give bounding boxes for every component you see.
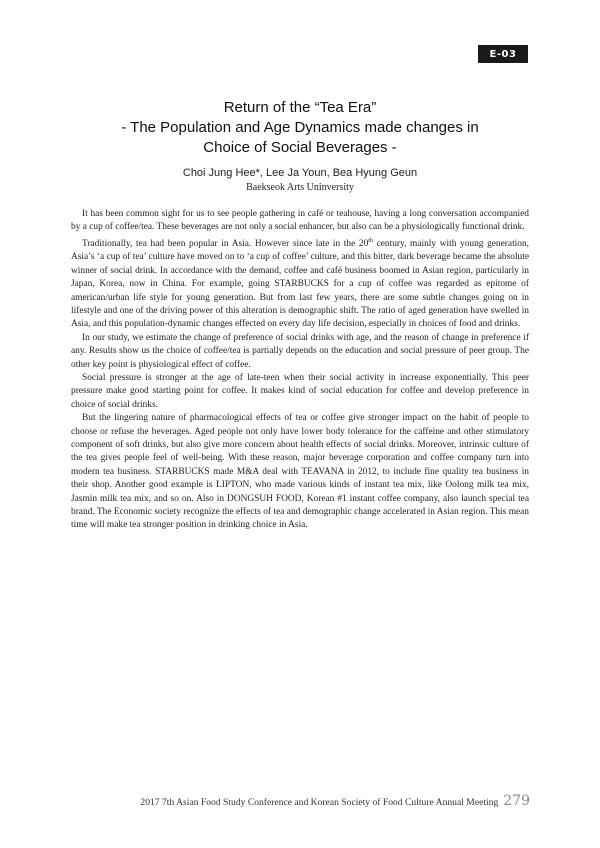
title-line-3: Choice of Social Beverages - bbox=[203, 139, 397, 156]
title-line-2: - The Population and Age Dynamics made changes in bbox=[121, 119, 479, 136]
page-number: 279 bbox=[503, 793, 530, 809]
paragraph-2-start: Traditionally, tea had been popular in Asia. However since late in the 20 bbox=[82, 238, 369, 249]
paragraph-2 bbox=[71, 235, 529, 332]
affiliation: Baekseok Arts Uninversity bbox=[246, 182, 354, 193]
paragraph-5: But the lingering nature of pharmacological effects of tea or coffee give stronger impact on the habit of people to choose or refuse the beverages. Aged people not only have lower body tolerance for the caffeine and other stimulatory component of soft drinks, but also give more concern about health effects of social drinks. Moreover, intrinsic culture of the tea gives people feel of well-being. With these reason, major beverage corporation and coffee company turn into modern tea business. STARBUCKS made M&A deal with TEAVANA in 2012, to include fine quality tea business in their shop. Another good example is LIPTON, who made various kinds of instant tea mix, like Oolong milk tea mix, Jasmin milk tea mix, and so on. Also in DONGSUH FOOD, Korean #1 instant coffee company, also launch special tea brand. The Economic society recognize the effects of tea and demographic change accelerated in Asian region. This mean time will make tea stronger position in drinking choice in Asia. bbox=[71, 413, 529, 531]
paragraph-4: Social pressure is stronger at the age of late-teen when their social activity in increase exponentially. This peer pressure make good starting point for coffee. It makes kind of social education for coffee and develop preference in choice of social drinks. bbox=[71, 373, 529, 410]
paragraph-3: In our study, we estimate the change of preference of social drinks with age, and the reason of change in preference if any. Results show us the choice of coffee/tea is partially depends on the education and social pressure of peer group. The other key point is physiological effect of coffee. bbox=[71, 332, 529, 370]
author-list: Choi Jung Hee*, Lee Ja Youn, Bea Hyung Geun bbox=[182, 167, 418, 179]
paragraph-1: It has been common sight for us to see people gathering in café or teahouse, having a long conversation accompanied by a cup of coffee/tea. These beverages are not only a social enhancer, but also can be a physiologically functional drink. bbox=[71, 209, 529, 233]
paragraph-2-rest: century, mainly with young generation, Asia’s ‘a cup of tea’ culture have moved on to ‘a cup of coffee’ culture, and this bitter, dark beverage became the absolute winner of social drink. In accordance with the demand, coffee and café business boomed in Asian region, particularly in Japan, Korea, now in China. For example, going STARBUCKS for a cup of coffee was regarded as epitome of american/urban life style for young generation. But from last few years, there are some subtle changes going on in lifestyle and one of the driving power of this alteration is demographic shift. The ratio of aged generation have swelled in Asia, and this population-dynamic changes effected on every day life decision, especially in choices of food and drinks. bbox=[71, 238, 529, 330]
superscript-th: th bbox=[368, 237, 373, 244]
page-footer bbox=[96, 793, 530, 809]
conference-name: 2017 7th Asian Food Study Conference and Korean Society of Food Culture Annual Meeting bbox=[140, 797, 499, 808]
title-line-1: Return of the “Tea Era” bbox=[223, 99, 377, 116]
abstract-body bbox=[71, 208, 529, 533]
session-code-badge: E-03 bbox=[478, 45, 528, 63]
paper-title bbox=[60, 98, 540, 158]
